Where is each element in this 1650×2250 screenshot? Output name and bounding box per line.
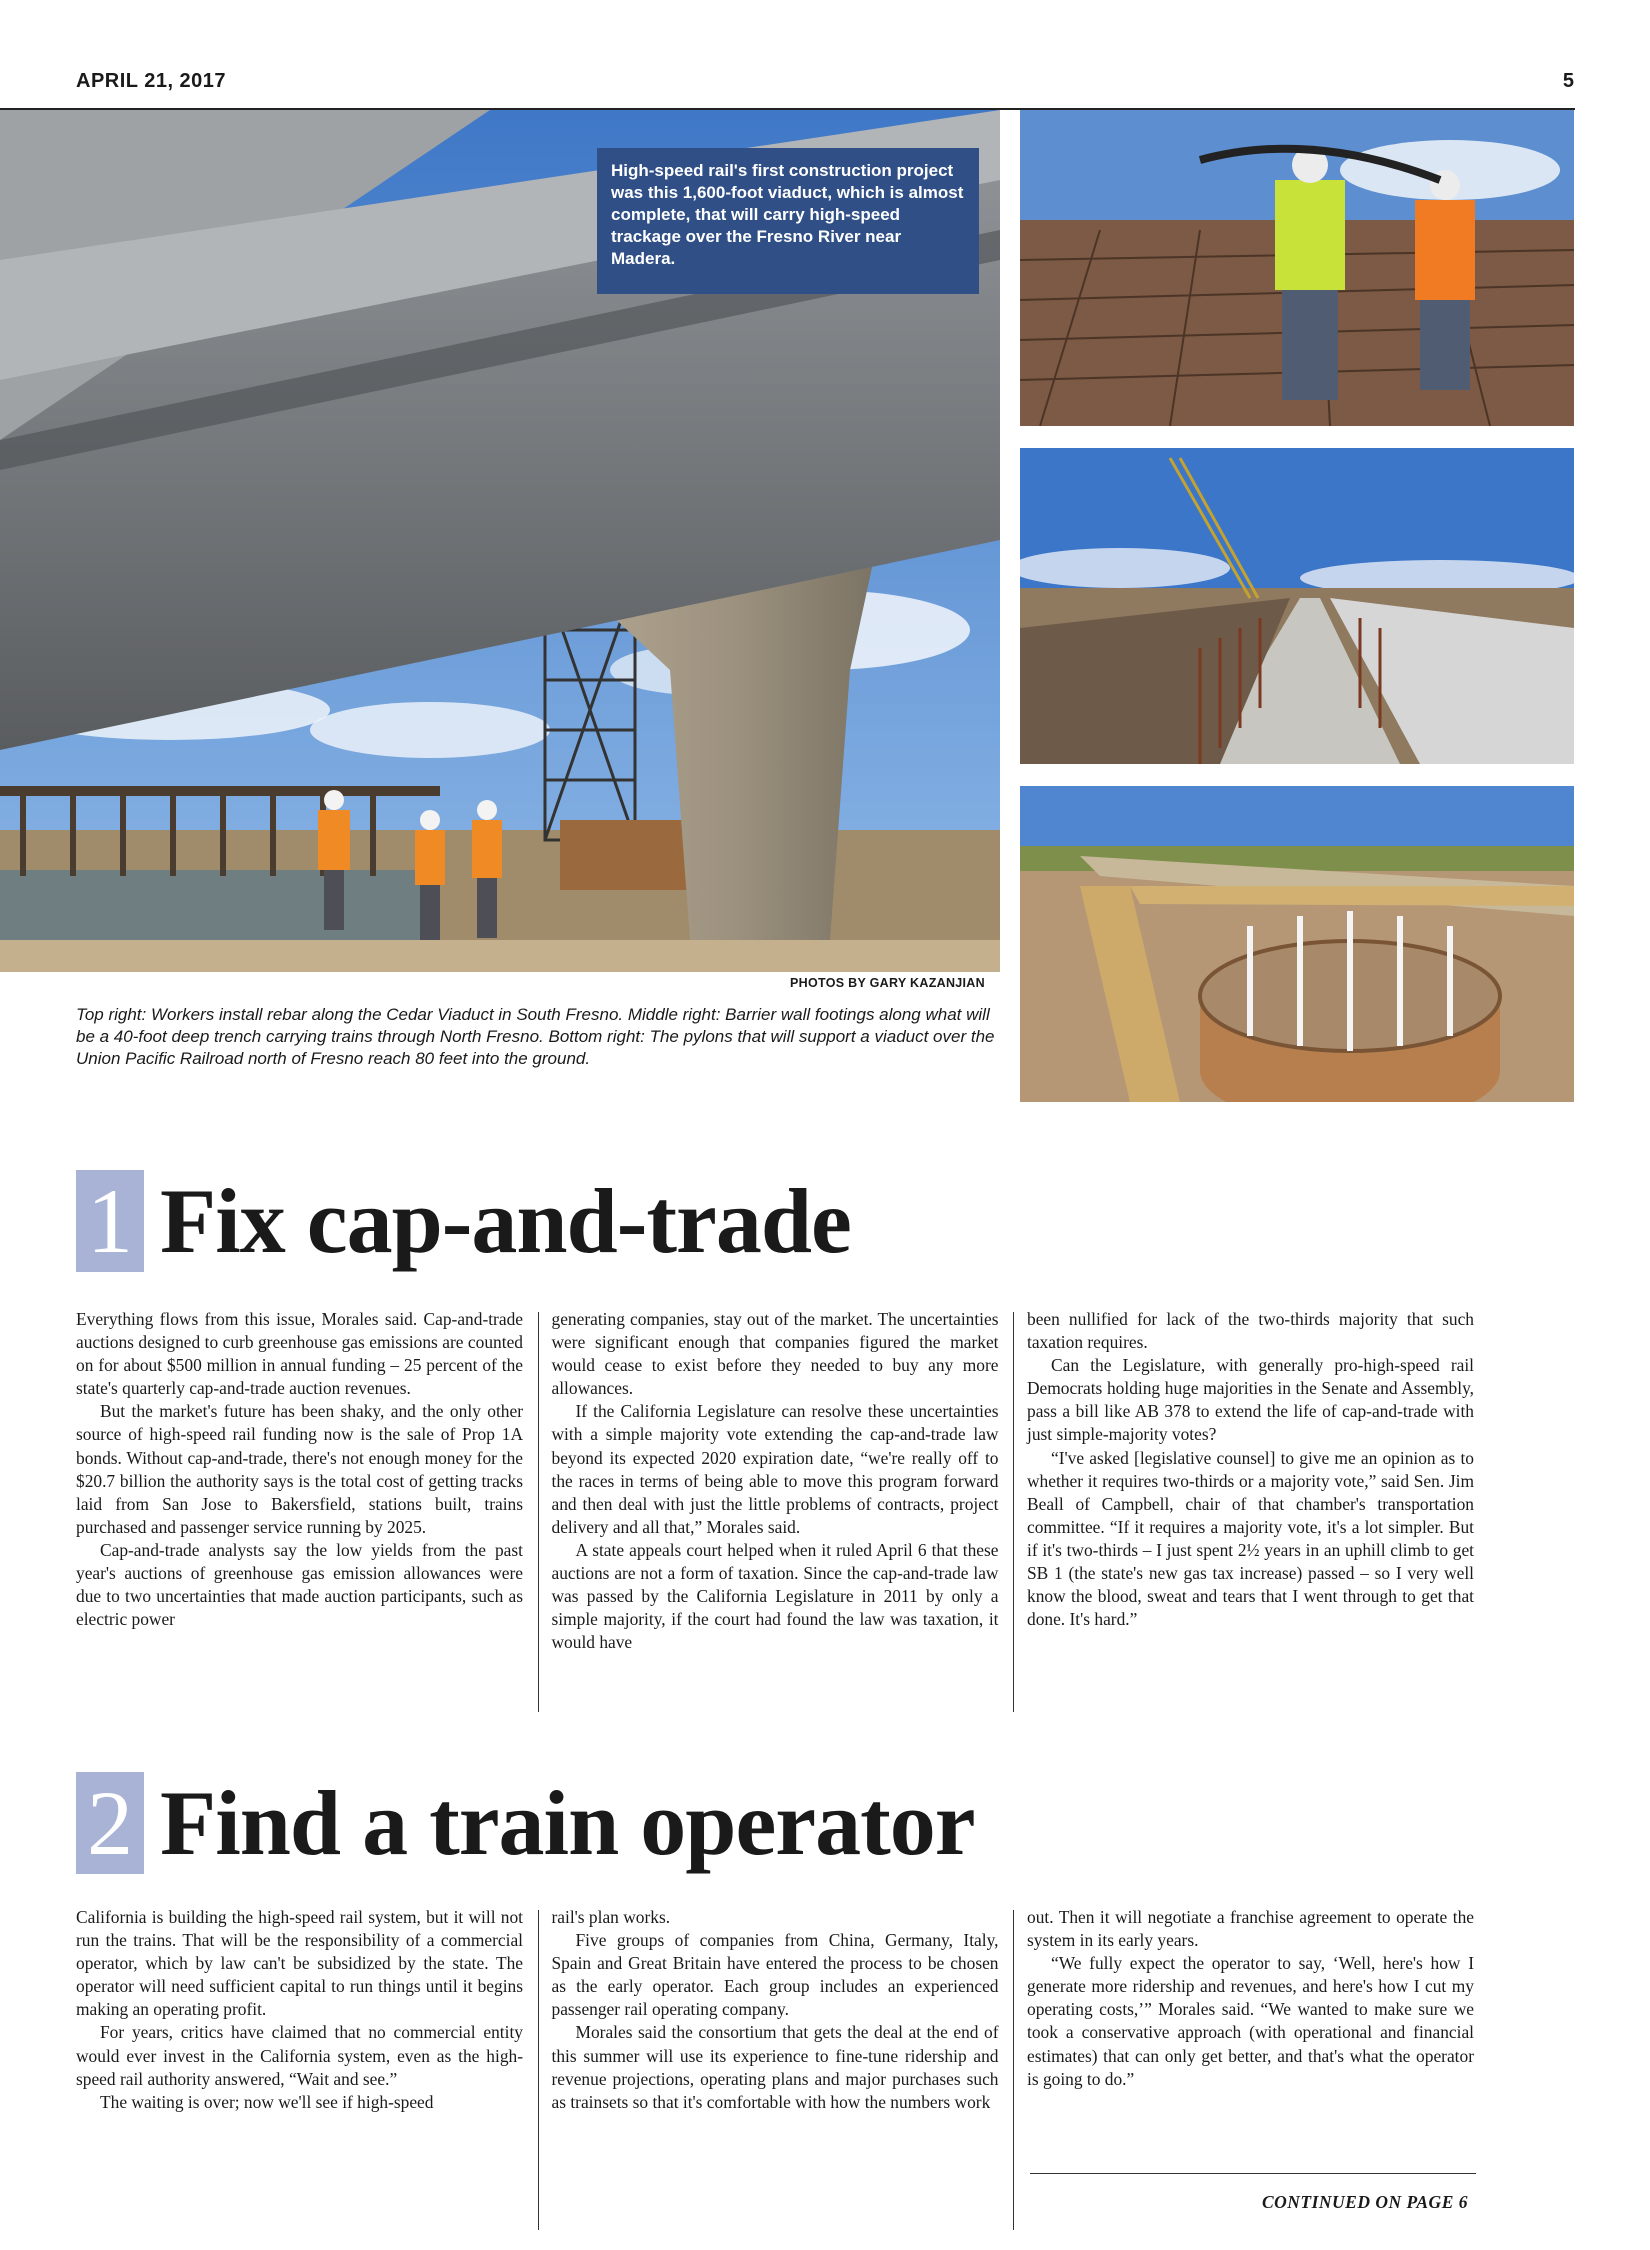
paragraph: been nullified for lack of the two-thirds majority that such taxation requires. bbox=[1027, 1309, 1474, 1353]
continued-on-page-link[interactable]: CONTINUED ON PAGE 6 bbox=[1261, 2192, 1468, 2212]
photo-callout: High-speed rail's first construction project was this 1,600-foot viaduct, which is almost complete, that will carry high-speed trackage over the Fresno River near Madera. bbox=[597, 148, 979, 294]
continued-rule bbox=[1030, 2173, 1476, 2174]
section-2-column-3 bbox=[1027, 1906, 1474, 2114]
column-divider bbox=[1013, 1910, 1014, 2230]
photo-credit: PHOTOS BY GARY KAZANJIAN bbox=[790, 976, 985, 990]
column-divider bbox=[538, 1312, 539, 1712]
section-2-headline: Find a train operator bbox=[160, 1772, 975, 1874]
paragraph: Everything flows from this issue, Morales said. Cap-and-trade auctions designed to curb greenhouse gas emissions are counted on for about $500 million in annual funding – 25 percent of the state's quarterly cap-and-trade auction revenues. bbox=[76, 1309, 523, 1399]
paragraph: If the California Legislature can resolve these uncertainties with a simple majority vote extending the cap-and-trade law beyond its expected 2020 expiration date, “we're really off to the races in terms of being able to move this program forward and then deal with just the little problems of contracts, project delivery and all that,” Morales said. bbox=[551, 1401, 999, 1537]
paragraph: The waiting is over; now we'll see if high-speed bbox=[100, 2091, 434, 2112]
page-number: 5 bbox=[1562, 70, 1574, 92]
paragraph: “I've asked [legislative counsel] to give me an opinion as to whether it requires two-thirds or a majority vote,” said Sen. Jim Beall of Campbell, chair of that chamber's transportation committee. “If it requires a majority vote, it's a lot simpler. But if it's two-thirds – I just spent 2½ years in an uphill climb to get SB 1 (the state's new gas tax increase) passed – so I very well know the blood, sweat and tears that I went through to get that done. It's hard.” bbox=[1027, 1447, 1474, 1630]
column-divider bbox=[1013, 1312, 1014, 1712]
paragraph: For years, critics have claimed that no commercial entity would ever invest in the California system, even as the high-speed rail authority answered, “Wait and see.” bbox=[76, 2022, 523, 2089]
paragraph: California is building the high-speed rail system, but it will not run the trains. That will be the responsibility of a commercial operator, which by law can't be subsidized by the state. The operator will need sufficient capital to run things until it begins making an operating profit. bbox=[76, 1907, 523, 2020]
paragraph: But the market's future has been shaky, and the only other source of high-speed rail funding now is the sale of Prop 1A bonds. Without cap-and-trade, there's not enough money for the $20.7 billion the authority says is the total cost of getting tracks laid from San Jose to Bakersfield, stations built, trains purchased and passenger service running by 2025. bbox=[76, 1401, 523, 1537]
section-1-headline: Fix cap-and-trade bbox=[160, 1170, 851, 1272]
section-1-column-2 bbox=[552, 1308, 999, 1654]
section-2-number: 2 bbox=[76, 1772, 144, 1874]
column-divider bbox=[538, 1910, 539, 2230]
rebar-workers-photo bbox=[1020, 110, 1574, 426]
section-2-column-1 bbox=[76, 1906, 523, 2114]
section-2-body bbox=[76, 1906, 1474, 2114]
paragraph: generating companies, stay out of the market. The uncertainties were significant enough that companies figured the market would cease to exist before they needed to buy any more allowances. bbox=[551, 1309, 999, 1399]
section-1-number: 1 bbox=[76, 1170, 144, 1272]
section-1-column-1 bbox=[76, 1308, 523, 1654]
paragraph: Cap-and-trade analysts say the low yields from the past year's auctions of greenhouse gas emission allowances were due to two uncertainties that made auction participants, such as electric power bbox=[76, 1539, 523, 1630]
paragraph: out. Then it will negotiate a franchise agreement to operate the system in its early years. bbox=[1027, 1907, 1474, 1951]
paragraph: “We fully expect the operator to say, ‘Well, here's how I generate more ridership and revenues, and here's how I cut my operating costs,’” Morales said. “We wanted to make sure we took a conservative approach (with operational and financial estimates) that can only get better, and that's what the operator is going to do.” bbox=[1027, 1953, 1474, 2089]
pylon-pit-photo bbox=[1020, 786, 1574, 1102]
section-1-body bbox=[76, 1308, 1474, 1654]
paragraph: rail's plan works. bbox=[551, 1907, 671, 1927]
paragraph: Can the Legislature, with generally pro-high-speed rail Democrats holding huge majorities in the Senate and Assembly, pass a bill like AB 378 to extend the life of cap-and-trade with just simple-majority votes? bbox=[1027, 1355, 1474, 1445]
section-2-column-2 bbox=[552, 1906, 999, 2114]
trench-footings-photo bbox=[1020, 448, 1574, 764]
paragraph: A state appeals court helped when it ruled April 6 that these auctions are not a form of taxation. Since the cap-and-trade law was passed by the California Legislature in 2011 by only a simple majority, if the court had found the law was taxation, it would have bbox=[551, 1539, 999, 1653]
photo-caption: Top right: Workers install rebar along the Cedar Viaduct in South Fresno. Middle right: Barrier wall footings along what will be a 40-foot deep trench carrying trains through North Fresno. Bottom right: The pylons that will support a viaduct over the Union Pacific Railroad north of Fresno reach 80 feet into the ground. bbox=[76, 1005, 995, 1068]
issue-date: APRIL 21, 2017 bbox=[76, 70, 227, 92]
paragraph: Five groups of companies from China, Germany, Italy, Spain and Great Britain have entered the process to be chosen as the early operator. Each group includes an experienced passenger rail operating company. bbox=[551, 1930, 999, 2020]
section-1-column-3 bbox=[1027, 1308, 1474, 1654]
paragraph: Morales said the consortium that gets the deal at the end of this summer will use its experience to fine-tune ridership and revenue projections, operating plans and major purchases such as trainsets so that it's comfortable with how the numbers work bbox=[551, 2022, 999, 2112]
